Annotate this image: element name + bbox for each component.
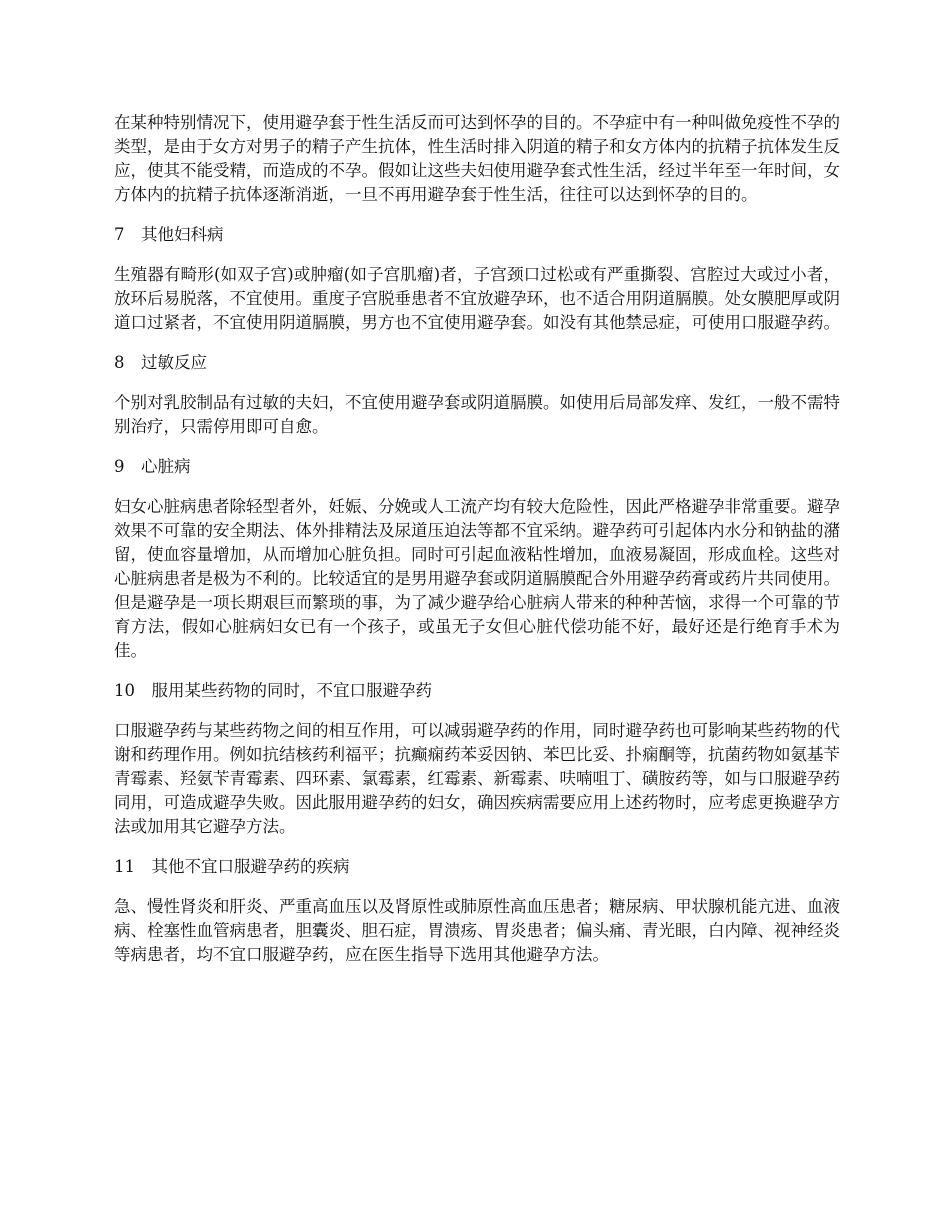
section-heading-8: 8 过敏反应	[114, 353, 207, 372]
document-page	[114, 111, 840, 983]
section-heading-10: 10 服用某些药物的同时，不宜口服避孕药	[114, 681, 432, 700]
section-body-11: 急、慢性肾炎和肝炎、严重高血压以及肾原性或肺原性高血压患者；糖尿病、甲状腺机能亢进、血液病、栓塞性血管病患者，胆囊炎、胆石症，胃溃疡、胃炎患者；偏头痛、青光眼，白内障、视神经炎等病患者，均不宜口服避孕药，应在医生指导下选用其他避孕方法。	[114, 897, 840, 964]
section-heading-7: 7 其他妇科病	[114, 225, 224, 244]
section-body-10: 口服避孕药与某些药物之间的相互作用，可以减弱避孕药的作用，同时避孕药也可影响某些药物的代谢和药理作用。例如抗结核药利福平；抗癫痫药苯妥因钠、苯巴比妥、扑痫酮等，抗菌药物如氨基苄青霉素、羟氨苄青霉素、四环素、氯霉素，红霉素、新霉素、呋喃咀丁、磺胺药等，如与口服避孕药同用，可造成避孕失败。因此服用避孕药的妇女，确因疾病需要应用上述药物时，应考虑更换避孕方法或加用其它避孕方法。	[114, 721, 840, 836]
section-body-9: 妇女心脏病患者除轻型者外，妊娠、分娩或人工流产均有较大危险性，因此严格避孕非常重要。避孕效果不可靠的安全期法、体外排精法及尿道压迫法等都不宜采纳。避孕药可引起体内水分和钠盐的潴留，使血容量增加，从而增加心脏负担。同时可引起血液粘性增加，血液易凝固，形成血栓。这些对心脏病患者是极为不利的。比较适宜的是男用避孕套或阴道膈膜配合外用避孕药膏或药片共同使用。但是避孕是一项长期艰巨而繁琐的事，为了减少避孕给心脏病人带来的种种苦恼，求得一个可靠的节育方法，假如心脏病妇女已有一个孩子，或虽无子女但心脏代偿功能不好，最好还是行绝育手术为佳。	[114, 497, 840, 660]
section-heading-9: 9 心脏病	[114, 457, 191, 476]
section-heading-11: 11 其他不宜口服避孕药的疾病	[114, 857, 350, 876]
section-body-7: 生殖器有畸形(如双子宫)或肿瘤(如子宫肌瘤)者，子宫颈口过松或有严重撕裂、宫腔过大或过小者，放环后易脱落，不宜使用。重度子宫脱垂患者不宜放避孕环，也不适合用阴道膈膜。处女膜肥厚或阴道口过紧者，不宜使用阴道膈膜，男方也不宜使用避孕套。如没有其他禁忌症，可使用口服避孕药。	[114, 265, 840, 332]
intro-paragraph: 在某种特别情况下，使用避孕套于性生活反而可达到怀孕的目的。不孕症中有一种叫做免疫性不孕的类型，是由于女方对男子的精子产生抗体，性生活时排入阴道的精子和女方体内的抗精子抗体发生反应，使其不能受精，而造成的不孕。假如让这些夫妇使用避孕套式性生活，经过半年至一年时间，女方体内的抗精子抗体逐渐消逝，一旦不再用避孕套于性生活，往往可以达到怀孕的目的。	[114, 113, 840, 204]
section-body-8: 个别对乳胶制品有过敏的夫妇，不宜使用避孕套或阴道膈膜。如使用后局部发痒、发红，一般不需特别治疗，只需停用即可自愈。	[114, 393, 840, 436]
